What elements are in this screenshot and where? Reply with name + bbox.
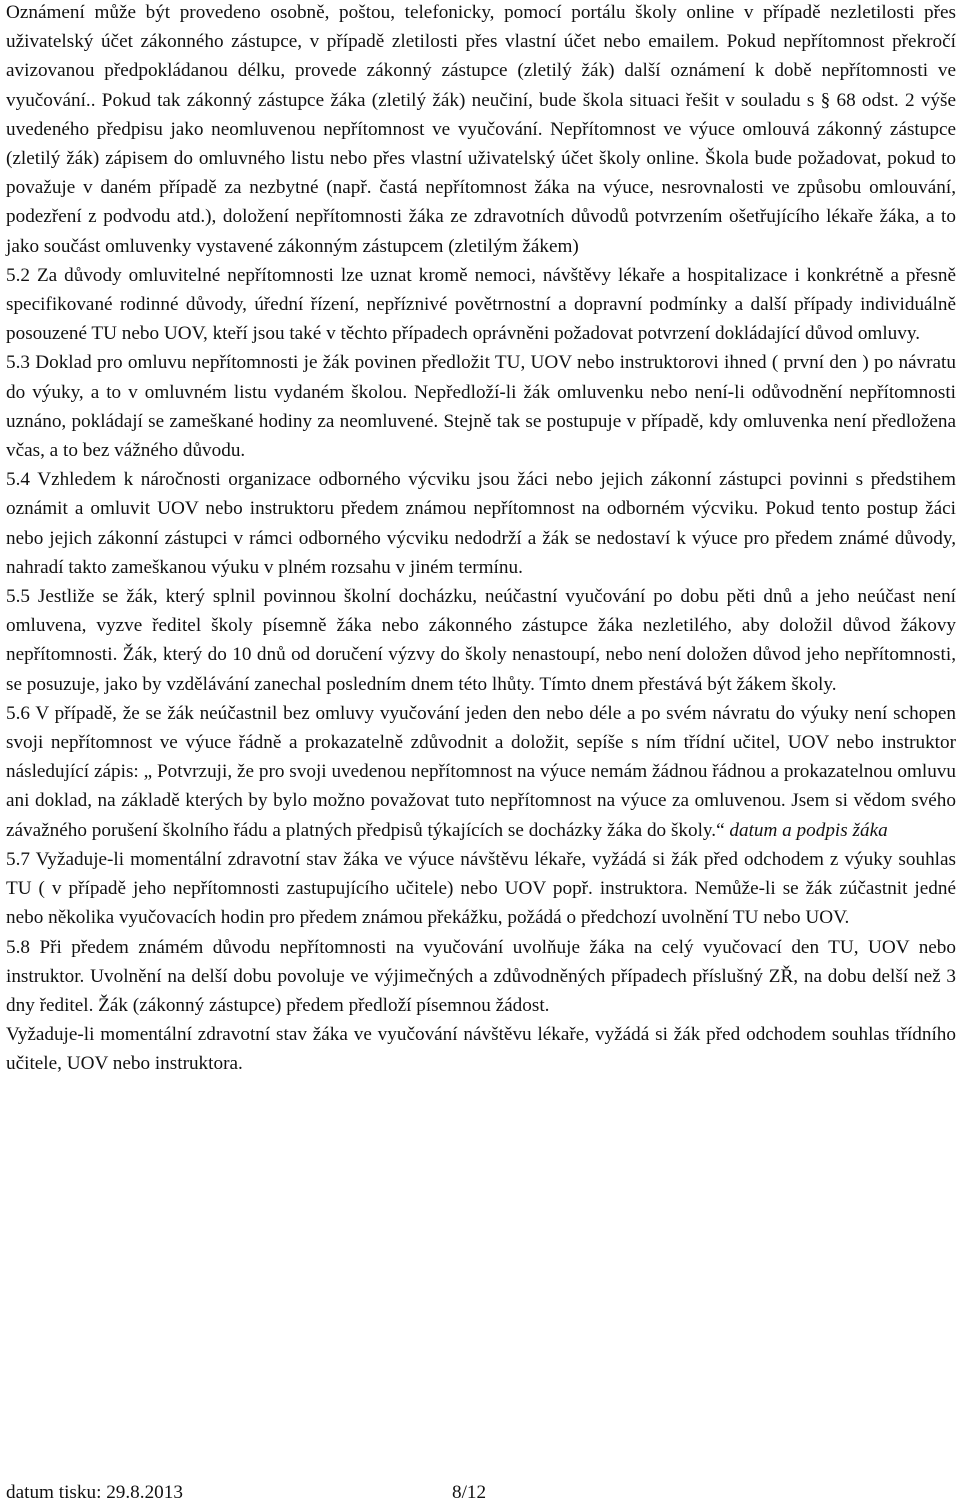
- paragraph: [6, 0, 956, 261]
- paragraph: [6, 699, 956, 845]
- paragraph-text: Oznámení může být provedeno osobně, poštou, telefonicky, pomocí portálu školy online v případě nezletilosti přes uživatelský účet zákonného zástupce, v případě zletilosti přes vlastní účet nebo emailem. Pokud nepřítomnost překročí avizovanou předpokládanou délku, provede zákonný zástupce (zletilý žák) další oznámení k době nepřítomnosti ve vyučování.. Pokud tak zákonný zástupce žáka (zletilý žák) neučiní, bude škola situaci řešit v souladu s § 68 odst. 2 výše uvedeného předpisu jako neomluvenou nepřítomnost ve vyučování. Nepřítomnost ve výuce omlouvá zákonný zástupce (zletilý žák) zápisem do omluvného listu nebo přes vlastní uživatelský účet školy online. Škola bude požadovat, pokud to považuje v daném případě za nezbytné (např. častá nepřítomnost žáka na výuce, nesrovnalosti ve způsobu omlouvání, podezření z podvodu atd.), doložení nepřítomnosti žáka ze zdravotních důvodů potvrzením ošetřujícího lékaře žáka, a to jako součást omluvenky vystavené zákonným zástupcem (zletilým žákem): [6, 2, 956, 257]
- paragraph: [6, 348, 956, 465]
- paragraph: [6, 1020, 956, 1078]
- paragraph-italic-text: datum a podpis žáka: [729, 819, 888, 841]
- paragraph: [6, 933, 956, 1021]
- paragraph: [6, 845, 956, 933]
- paragraph-text: 5.7 Vyžaduje-li momentální zdravotní stav žáka ve výuce návštěvu lékaře, vyžádá si žák před odchodem z výuky souhlas TU ( v případě jeho nepřítomnosti zastupujícího učitele) nebo UOV popř. instruktora. Nemůže-li se žák zúčastnit jedné nebo několika vyučovacích hodin pro předem známou překážku, požádá o předchozí uvolnění TU nebo UOV.: [6, 848, 956, 929]
- paragraph-text: 5.2 Za důvody omluvitelné nepřítomnosti lze uznat kromě nemoci, návštěvy lékaře a hospitalizace i konkrétně a přesně specifikované rodinné důvody, úřední řízení, nepříznivé povětrnostní a dopravní podmínky a další případy individuálně posouzené TU nebo UOV, kteří jsou také v těchto případech oprávněni požadovat potvrzení dokládající důvod omluvy.: [6, 264, 956, 345]
- print-date: datum tisku: 29.8.2013: [6, 1482, 183, 1503]
- paragraph-text: 5.6 V případě, že se žák neúčastnil bez omluvy vyučování jeden den nebo déle a po svém návratu do výuky není schopen svoji nepřítomnost ve výuce řádně a prokazatelně zdůvodnit a doložit, sepíše s ním třídní učitel, UOV nebo instruktor následující zápis: „ Potvrzuji, že pro svoji uvedenou nepřítomnost na výuce nemám žádnou řádnou a prokazatelnou omluvu ani doklad, na základě kterých by bylo možno považovat tuto nepřítomnost na výuce za omluvenou. Jsem si vědom svého závažného porušení školního řádu a platných předpisů týkajících se docházky žáka do školy.“: [6, 702, 956, 841]
- paragraph-text: 5.4 Vzhledem k náročnosti organizace odborného výcviku jsou žáci nebo jejich zákonní zástupci povinni s předstihem oznámit a omluvit UOV nebo instruktoru předem známou nepřítomnost na odborném výcviku. Pokud tento postup žáci nebo jejich zákonní zástupci v rámci odborného výcviku nedodrží a žák se nedostaví k výuce pro předem známé důvody, nahradí takto zameškanou výuku v plném rozsahu v jiném termínu.: [6, 469, 956, 578]
- paragraph-text: 5.5 Jestliže se žák, který splnil povinnou školní docházku, neúčastní vyučování po dobu pěti dnů a jeho neúčast není omluvena, vyzve ředitel školy písemně žáka nebo zákonného zástupce žáka nezletilého, aby doložil důvod žákovy nepřítomnosti. Žák, který do 10 dnů od doručení výzvy do školy nenastoupí, nebo není doložen důvod jeho nepřítomnosti, se posuzuje, jako by vzdělávání zanechal posledním dnem této lhůty. Tímto dnem přestává být žákem školy.: [6, 586, 956, 695]
- page-footer: [6, 1478, 956, 1508]
- document-body: [6, 0, 956, 1079]
- paragraph: [6, 582, 956, 699]
- paragraph: [6, 465, 956, 582]
- page-number: 8/12: [452, 1482, 487, 1503]
- paragraph-text: 5.8 Při předem známém důvodu nepřítomnosti na vyučování uvolňuje žáka na celý vyučovací den TU, UOV nebo instruktor. Uvolnění na delší dobu povoluje ve výjimečných a zdůvodněných případech příslušný ZŘ, na dobu delší než 3 dny ředitel. Žák (zákonný zástupce) předem předloží písemnou žádost.: [6, 936, 956, 1016]
- paragraph: [6, 261, 956, 349]
- paragraph-text: 5.3 Doklad pro omluvu nepřítomnosti je žák povinen předložit TU, UOV nebo instruktorovi ihned ( první den ) po návratu do výuky, a to v omluvném listu vydaném školou. Nepředloží-li žák omluvenku nebo není-li odůvodnění nepřítomnosti uznáno, pokládají se zameškané hodiny za neomluvené. Stejně tak se postupuje v případě, kdy omluvenka není předložena včas, a to bez vážného důvodu.: [6, 352, 956, 462]
- paragraph-text: Vyžaduje-li momentální zdravotní stav žáka ve vyučování návštěvu lékaře, vyžádá si žák před odchodem souhlas třídního učitele, UOV nebo instruktora.: [6, 1024, 956, 1075]
